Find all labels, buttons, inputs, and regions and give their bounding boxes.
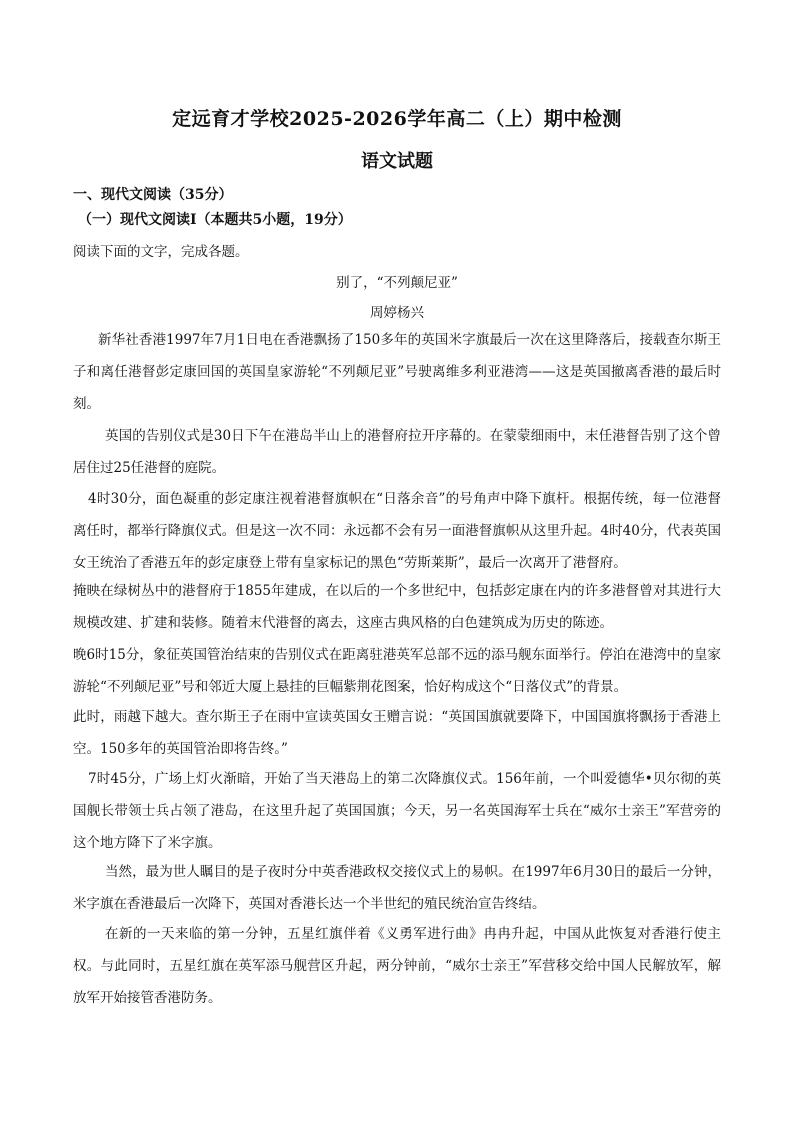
article-paragraph-8: 当然，最为世人瞩目的是子夜时分中英香港政权交接仪式上的易帜。在1997年6月30日的最后一分钟，米字旗在香港最后一次降下，英国对香港长达一个半世纪的殖民统治宣告终结。 (73, 864, 721, 912)
article-paragraph-2: 英国的告别仪式是30日下午在港岛半山上的港督府拉开序幕的。在蒙蒙细雨中，末任港督告别了这个曾居住过25任港督的庭院。 (73, 428, 721, 476)
article-paragraph-6: 此时，雨越下越大。查尔斯王子在雨中宣读英国女王赠言说：“英国国旗就要降下，中国国旗将飘扬于香港上空。150多年的英国管治即将告终。” (73, 709, 721, 757)
article-paragraph-3: 4时30分，面色凝重的彭定康注视着港督旗帜在“日落余音”的号角声中降下旗杆。根据传统，每一位港督离任时，都举行降旗仪式。但是这一次不同：永远都不会有另一面港督旗帜从这里升起。4时40分，代表英国女王统治了香港五年的彭定康登上带有皇家标记的黑色“劳斯莱斯”，最后一次离开了港督府。 (73, 491, 721, 571)
article-title: 别了，“不列颠尼亚” (336, 275, 458, 291)
article-paragraph-5: 晚6时15分，象征英国管治结束的告别仪式在距离驻港英军总部不远的添马舰东面举行。停泊在港湾中的皇家游轮“不列颠尼亚”号和邻近大厦上悬挂的巨幅紫荆花图案，恰好构成这个“日落仪式”的背景。 (73, 647, 721, 695)
exam-subtitle: 语文试题 (361, 151, 433, 172)
article-paragraph-4: 掩映在绿树丛中的港督府于1855年建成，在以后的一个多世纪中，包括彭定康在内的许多港督曾对其进行大规模改建、扩建和装修。随着末代港督的离去，这座古典风格的白色建筑成为历史的陈迹。 (73, 583, 721, 631)
reading-instruction: 阅读下面的文字，完成各题。 (73, 244, 249, 260)
article-paragraph-1: 新华社香港1997年7月1日电在香港飘扬了150多年的英国米字旗最后一次在这里降落后，接载查尔斯王子和离任港督彭定康回国的英国皇家游轮“不列颠尼亚”号驶离维多利亚港湾——这是英国撤离香港的最后时刻。 (73, 332, 721, 412)
article-authors: 周婷杨兴 (370, 305, 424, 321)
article-paragraph-9: 在新的一天来临的第一分钟，五星红旗伴着《义勇军进行曲》冉冉升起，中国从此恢复对香港行使主权。与此同时，五星红旗在英军添马舰营区升起，两分钟前，“威尔士亲王”军营移交给中国人民解放军，解放军开始接管香港防务。 (73, 926, 721, 1006)
article-paragraph-7: 7时45分，广场上灯火渐暗，开始了当天港岛上的第二次降旗仪式。156年前，一个叫爱德华•贝尔彻的英国舰长带领士兵占领了港岛，在这里升起了英国国旗；今天，另一名英国海军士兵在“威尔士亲王”军营旁的这个地方降下了米字旗。 (73, 771, 721, 851)
sub-section-heading: （一）现代文阅读Ⅰ（本题共5小题，19分） (78, 212, 352, 228)
section-heading: 一、现代文阅读（35分） (73, 187, 233, 203)
exam-title: 定远育才学校2025-2026学年高二（上）期中检测 (172, 108, 622, 130)
